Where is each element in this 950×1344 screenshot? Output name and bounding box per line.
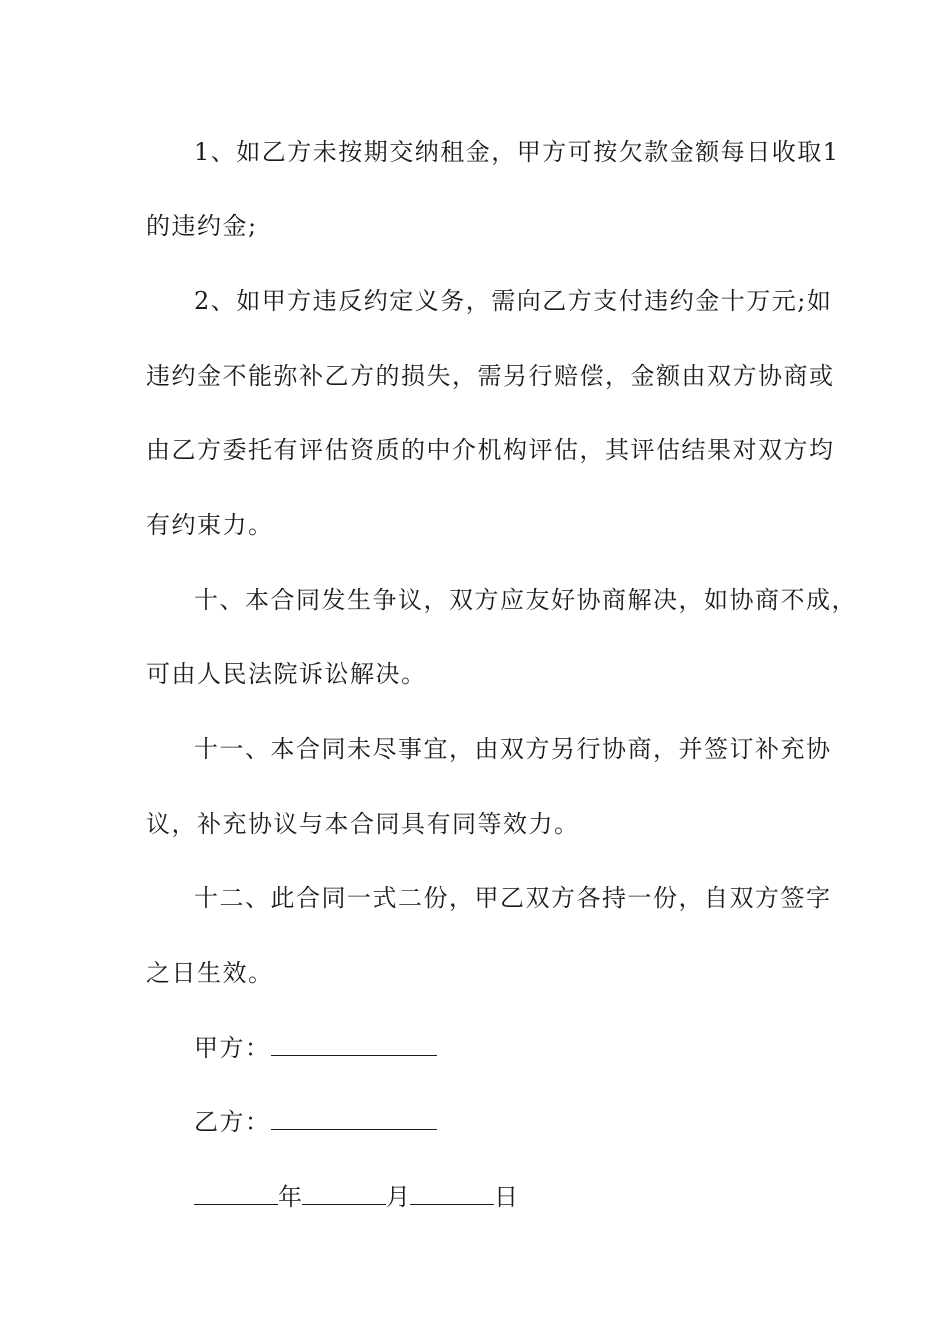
day-blank[interactable]	[410, 1182, 494, 1205]
party-a-signature-row	[194, 1032, 874, 1064]
month-blank[interactable]	[302, 1182, 386, 1205]
clause-text-line: 违约金不能弥补乙方的损失，需另行赔偿，金额由双方协商或	[146, 362, 835, 390]
party-b-signature-row	[194, 1106, 874, 1138]
clause-text-line: 可由人民法院诉讼解决。	[146, 660, 427, 688]
clause-text-line: 有约束力。	[146, 511, 274, 539]
clause-text-line: 议，补充协议与本合同具有同等效力。	[146, 810, 580, 838]
signing-date-row	[194, 1181, 518, 1213]
clause-text-line: 十一、本合同未尽事宜，由双方另行协商，并签订补充协	[194, 735, 832, 763]
clause-text-line: 十、本合同发生争议，双方应友好协商解决，如协商不成，	[194, 586, 857, 614]
clause-text-line: 十二、此合同一式二份，甲乙双方各持一份，自双方签字	[194, 884, 832, 912]
party-a-label: 甲方：	[194, 1034, 271, 1062]
party-a-signature-blank[interactable]	[271, 1033, 437, 1056]
clause-text-line: 之日生效。	[146, 959, 274, 987]
year-blank[interactable]	[194, 1182, 278, 1205]
year-label: 年	[278, 1183, 302, 1211]
clause-text-line: 2、如甲方违反约定义务，需向乙方支付违约金十万元;如	[194, 287, 833, 315]
party-b-label: 乙方：	[194, 1108, 271, 1136]
party-b-signature-blank[interactable]	[271, 1107, 437, 1130]
clause-text-line: 由乙方委托有评估资质的中介机构评估，其评估结果对双方均	[146, 436, 835, 464]
clause-text-line: 1、如乙方未按期交纳租金，甲方可按欠款金额每日收取1	[194, 138, 840, 166]
clause-text-line: 的违约金;	[146, 212, 258, 240]
day-label: 日	[494, 1183, 518, 1211]
month-label: 月	[386, 1183, 410, 1211]
